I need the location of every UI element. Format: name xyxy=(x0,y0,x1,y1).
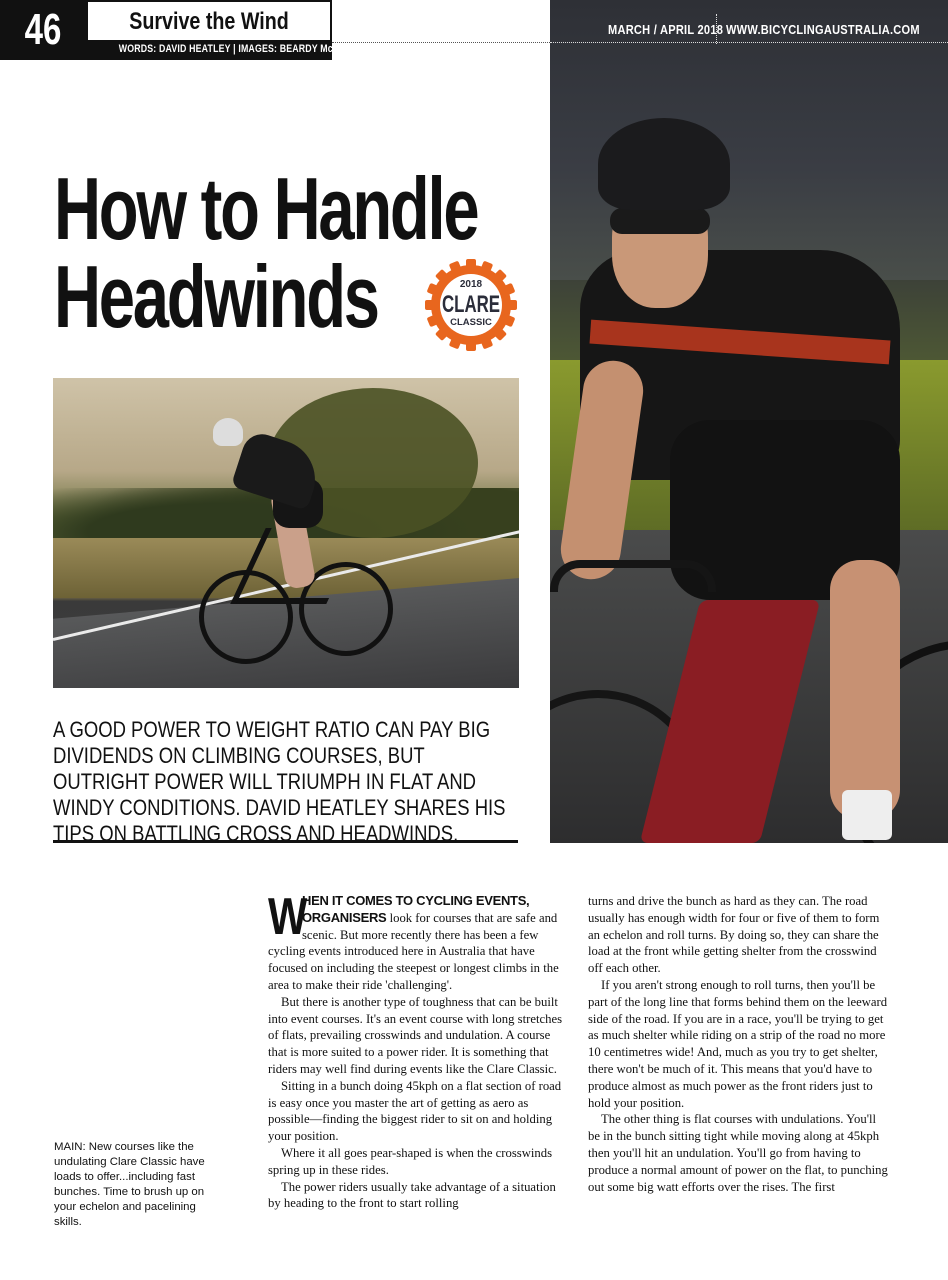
cyclist-leg xyxy=(830,560,900,820)
svg-text:2018: 2018 xyxy=(459,279,483,290)
issue-date: MARCH / APRIL 2018 xyxy=(608,22,724,37)
body-paragraph-1 xyxy=(268,888,568,994)
paragraph-1-text: look for courses that are safe and scenic. But more recently there has been a few cycling events introduced here in Australia that have focused on including the steepest or longest climbs in the area to make their ride 'challenging'. xyxy=(268,910,559,992)
body-paragraph-7: If you aren't strong enough to roll turns, then you'll be part of the long line that forms behind them on the leeward side of the road. If you are in a race, you'll be trying to get as much shelter while riding on a strip of the road no more 10 centimetres wide! And, much as you try to get shelter, there won't be much of it. This means that you'd have to produce almost as much power as the front riders just to hold your position. xyxy=(588,977,888,1110)
main-photo xyxy=(550,0,948,843)
standfirst-rule xyxy=(53,840,518,843)
header-divider xyxy=(716,14,717,44)
svg-text:CLARE: CLARE xyxy=(442,291,500,318)
body-paragraph-8: The other thing is flat courses with undulations. You'll be in the bunch sitting tight while moving along at 45kph then you'll hit an undulation. You'll go from having to produce a normal amount of power on the flat, to punching out some big watt efforts over the rises. The first xyxy=(588,1112,888,1194)
credits-bar xyxy=(88,40,365,58)
website-url: WWW.BICYCLINGAUSTRALIA.COM xyxy=(726,22,920,37)
section-title: Survive the Wind xyxy=(129,8,289,35)
headline-line-2: Headwinds xyxy=(54,247,378,346)
helmet xyxy=(598,118,730,210)
page-number-box xyxy=(0,0,86,60)
body-paragraph-6: turns and drive the bunch as hard as they can. The road usually has enough width for four or five of them to form an echelon and roll turns. By doing so, they can share the load at the front while getting shelter from the crosswind off each other. xyxy=(588,894,880,976)
sunglasses xyxy=(610,208,710,234)
lead-in: HEN IT COMES TO CYCLING EVENTS, ORGANISERS xyxy=(302,893,530,925)
body-paragraph-2: But there is another type of toughness that can be built into event courses. It's an event course with long stretches of flats, prevailing crosswinds and undulation. A course that is more suited to a power rider. It is something that riders may well find during events like the Clare Classic. xyxy=(268,994,563,1076)
body-paragraph-4: Where it all goes pear-shaped is when the crosswinds spring up in these rides. xyxy=(268,1145,553,1177)
rider-helmet xyxy=(213,418,243,446)
main-photo-dotted-rule xyxy=(550,42,948,43)
section-header xyxy=(86,0,365,60)
handlebars xyxy=(550,560,716,592)
header-dotted-rule xyxy=(332,42,550,43)
drop-cap: W xyxy=(268,888,308,946)
secondary-photo xyxy=(53,378,519,688)
standfirst: A GOOD POWER TO WEIGHT RATIO CAN PAY BIG DIVIDENDS ON CLIMBING COURSES, BUT OUTRIGHT POWER WILL TRIUMPH IN FLAT AND WINDY CONDITIONS. DAVID HEATLEY SHARES HIS TIPS ON BATTLING CROSS AND HEADWINDS. xyxy=(53,717,506,846)
body-column-2 xyxy=(588,893,888,1195)
headline-line-1: How to Handle xyxy=(54,159,478,258)
body-column-1 xyxy=(268,888,568,1212)
clare-classic-logo xyxy=(425,259,517,351)
page-number: 46 xyxy=(24,5,62,54)
cyclist-sock xyxy=(842,790,892,840)
credits-text: WORDS: DAVID HEATLEY | IMAGES: BEARDY McBEARD xyxy=(118,43,365,55)
photo-caption: MAIN: New courses like the undulating Clare Classic have loads to offer...including fast bunches. Time to brush up on your echelon and pacelining skills. xyxy=(54,1141,205,1228)
body-paragraph-3: Sitting in a bunch doing 45kph on a flat section of road is easy once you master the art of getting as aero as possible—finding the biggest rider to sit on and holding your position. xyxy=(268,1078,562,1144)
body-paragraph-5: The power riders usually take advantage of a situation by heading to the front to start rolling xyxy=(268,1179,556,1211)
svg-text:CLASSIC: CLASSIC xyxy=(450,317,492,328)
